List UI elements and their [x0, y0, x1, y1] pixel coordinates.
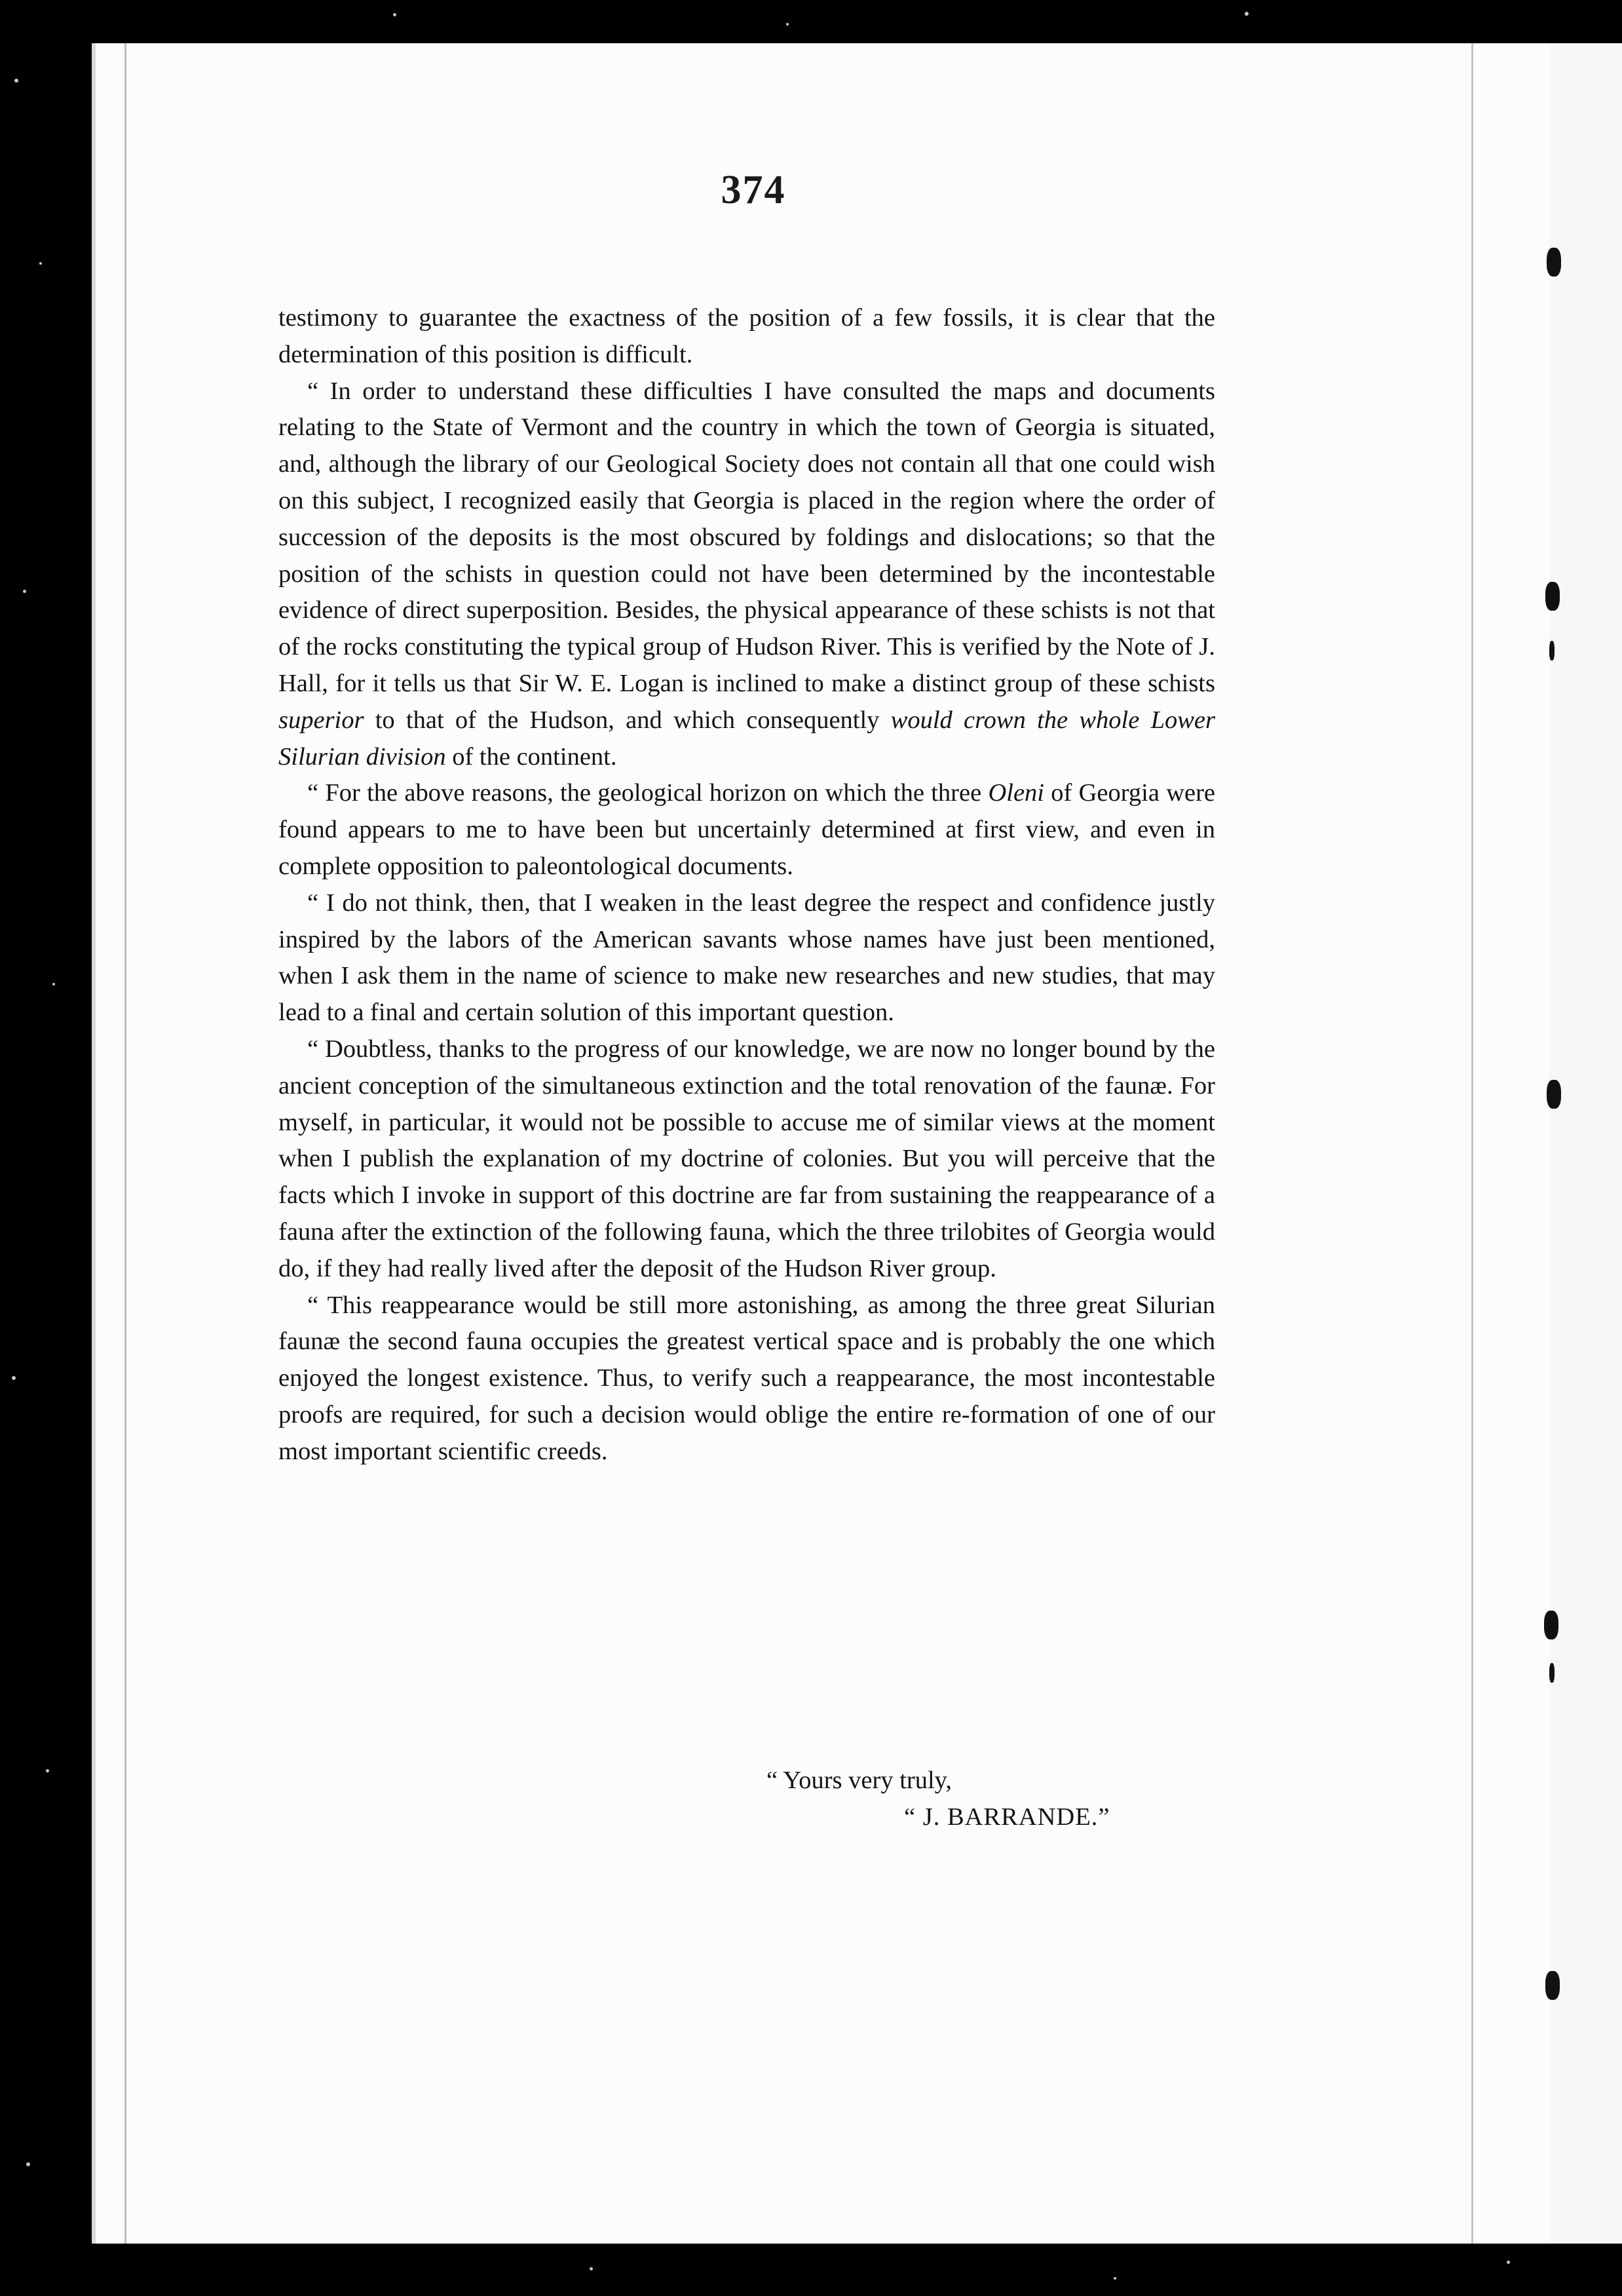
emphasis-text: would crown the whole Lower Silurian division	[278, 706, 1215, 771]
paragraph-text: of Georgia were found appears to me to have been but uncertainly determined at first view, and even in complete opposition to paleontological documents.	[278, 779, 1215, 880]
paragraph-text: testimony to guarantee the exactness of the position of a few fossils, it is clear that the determination of this position is difficult.	[278, 304, 1215, 368]
binding-mark	[1547, 1080, 1561, 1109]
page-margin-line	[1471, 43, 1473, 2244]
binding-mark	[1544, 1611, 1558, 1639]
binding-mark	[1545, 582, 1560, 611]
binding-mark	[1549, 1663, 1555, 1683]
paragraph-text: to that of the Hudson, and which consequently	[364, 706, 891, 734]
paragraph-text: “ This reappearance would be still more astonishing, as among the three great Silurian faunæ the second fauna occupies the greatest vertical space and is probably the one which enjoyed the longest existence. Thus, to verify such a reappearance, the most incontestable proofs are required, for such a decision would oblige the entire re-formation of one of our most important scientific creeds.	[278, 1291, 1215, 1465]
letter-body	[278, 300, 1215, 1470]
binding-mark	[1549, 641, 1555, 660]
signature: “ J. BARRANDE.”	[904, 1803, 1110, 1831]
closing-regards: “ Yours very truly,	[766, 1767, 952, 1794]
binding-mark	[1545, 1971, 1560, 2000]
emphasis-text: superior	[278, 706, 364, 734]
paragraph-text: of the continent.	[445, 742, 617, 771]
page-edge	[1549, 43, 1622, 2244]
paragraph	[278, 775, 1215, 885]
paragraph	[278, 373, 1215, 776]
paragraph-text: “ For the above reasons, the geological horizon on which the three	[307, 779, 989, 807]
page-number: 374	[721, 168, 786, 212]
letter-closing	[278, 1763, 1215, 1836]
paragraph-text: “ I do not think, then, that I weaken in the least degree the respect and confidence justly inspired by the labors of the American savants whose names have just been mentioned, when I ask them in the name of science to make new researches and new studies, that may lead to a final and certain solution of this important question.	[278, 889, 1215, 1027]
emphasis-text: Oleni	[988, 779, 1044, 807]
paragraph	[278, 300, 1215, 373]
paragraph-text: “ Doubtless, thanks to the progress of our knowledge, we are now no longer bound by the ancient conception of the simultaneous extinction and the total renovation of the faunæ. For myself, in particular, it would not be possible to accuse me of similar views at the moment when I publish the explanation of my doctrine of colonies. But you will perceive that the facts which I invoke in support of this doctrine are far from sustaining the reappearance of a fauna after the extinction of the following fauna, which the three trilobites of Georgia would do, if they had really lived after the deposit of the Hudson River group.	[278, 1035, 1215, 1282]
page-fold-line	[124, 43, 126, 2244]
paragraph-text: “ In order to understand these difficulties I have consulted the maps and documents relating to the State of Vermont and the country in which the town of Georgia is situated, and, although the library of our Geological Society does not contain all that one could wish on this subject, I recognized easily that Georgia is placed in the region where the order of succession of the deposits is the most obscured by foldings and dislocations; so that the position of the schists in question could not have been determined by the incontestable evidence of direct superposition. Besides, the physical appearance of these schists is not that of the rocks constituting the typical group of Hudson River. This is verified by the Note of J. Hall, for it tells us that Sir W. E. Logan is inclined to make a distinct group of these schists	[278, 377, 1215, 697]
paragraph	[278, 1031, 1215, 1288]
paragraph	[278, 885, 1215, 1031]
paragraph	[278, 1288, 1215, 1470]
binding-mark	[1547, 248, 1561, 277]
